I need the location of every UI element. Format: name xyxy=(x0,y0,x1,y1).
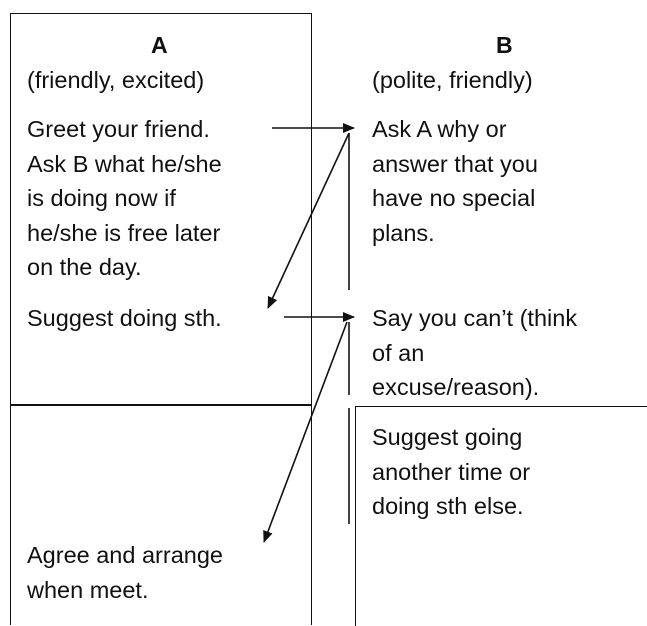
b-step-2-line: excuse/reason). xyxy=(372,374,540,400)
a-step-3-line: Agree and arrange xyxy=(27,542,223,568)
b-step-3-line: Suggest going xyxy=(372,424,523,450)
b-step-2-line: Say you can’t (think xyxy=(372,305,578,331)
a-step-1-line: on the day. xyxy=(27,254,142,280)
a-step-3-line: when meet. xyxy=(27,576,149,603)
a-step-1-line: is doing now if xyxy=(27,185,176,211)
column-b-role: (polite, friendly) xyxy=(372,67,533,93)
a-step-2-line: Suggest doing sth. xyxy=(27,305,222,331)
b-step-1-line: Ask A why or xyxy=(372,116,507,142)
b-step-1-line: plans. xyxy=(372,219,435,246)
a-step-1-line: Greet your friend. xyxy=(27,116,210,142)
a-step-1-line: Ask B what he/she xyxy=(27,150,222,177)
column-b-letter: B xyxy=(496,32,513,58)
arrow-b1-to-a2 xyxy=(268,133,349,308)
b-step-3-line: doing sth else. xyxy=(372,493,524,519)
arrow-b2-to-a3 xyxy=(264,322,347,542)
b-step-3-line: another time or xyxy=(372,458,531,485)
b-step-1-line: answer that you xyxy=(372,150,538,177)
a-step-1-line: he/she is free later xyxy=(27,219,221,246)
b-step-2-line: of an xyxy=(372,339,425,366)
column-a-letter: A xyxy=(151,32,168,58)
b-step-1-line: have no special xyxy=(372,185,536,211)
column-a-role: (friendly, excited) xyxy=(27,67,205,93)
